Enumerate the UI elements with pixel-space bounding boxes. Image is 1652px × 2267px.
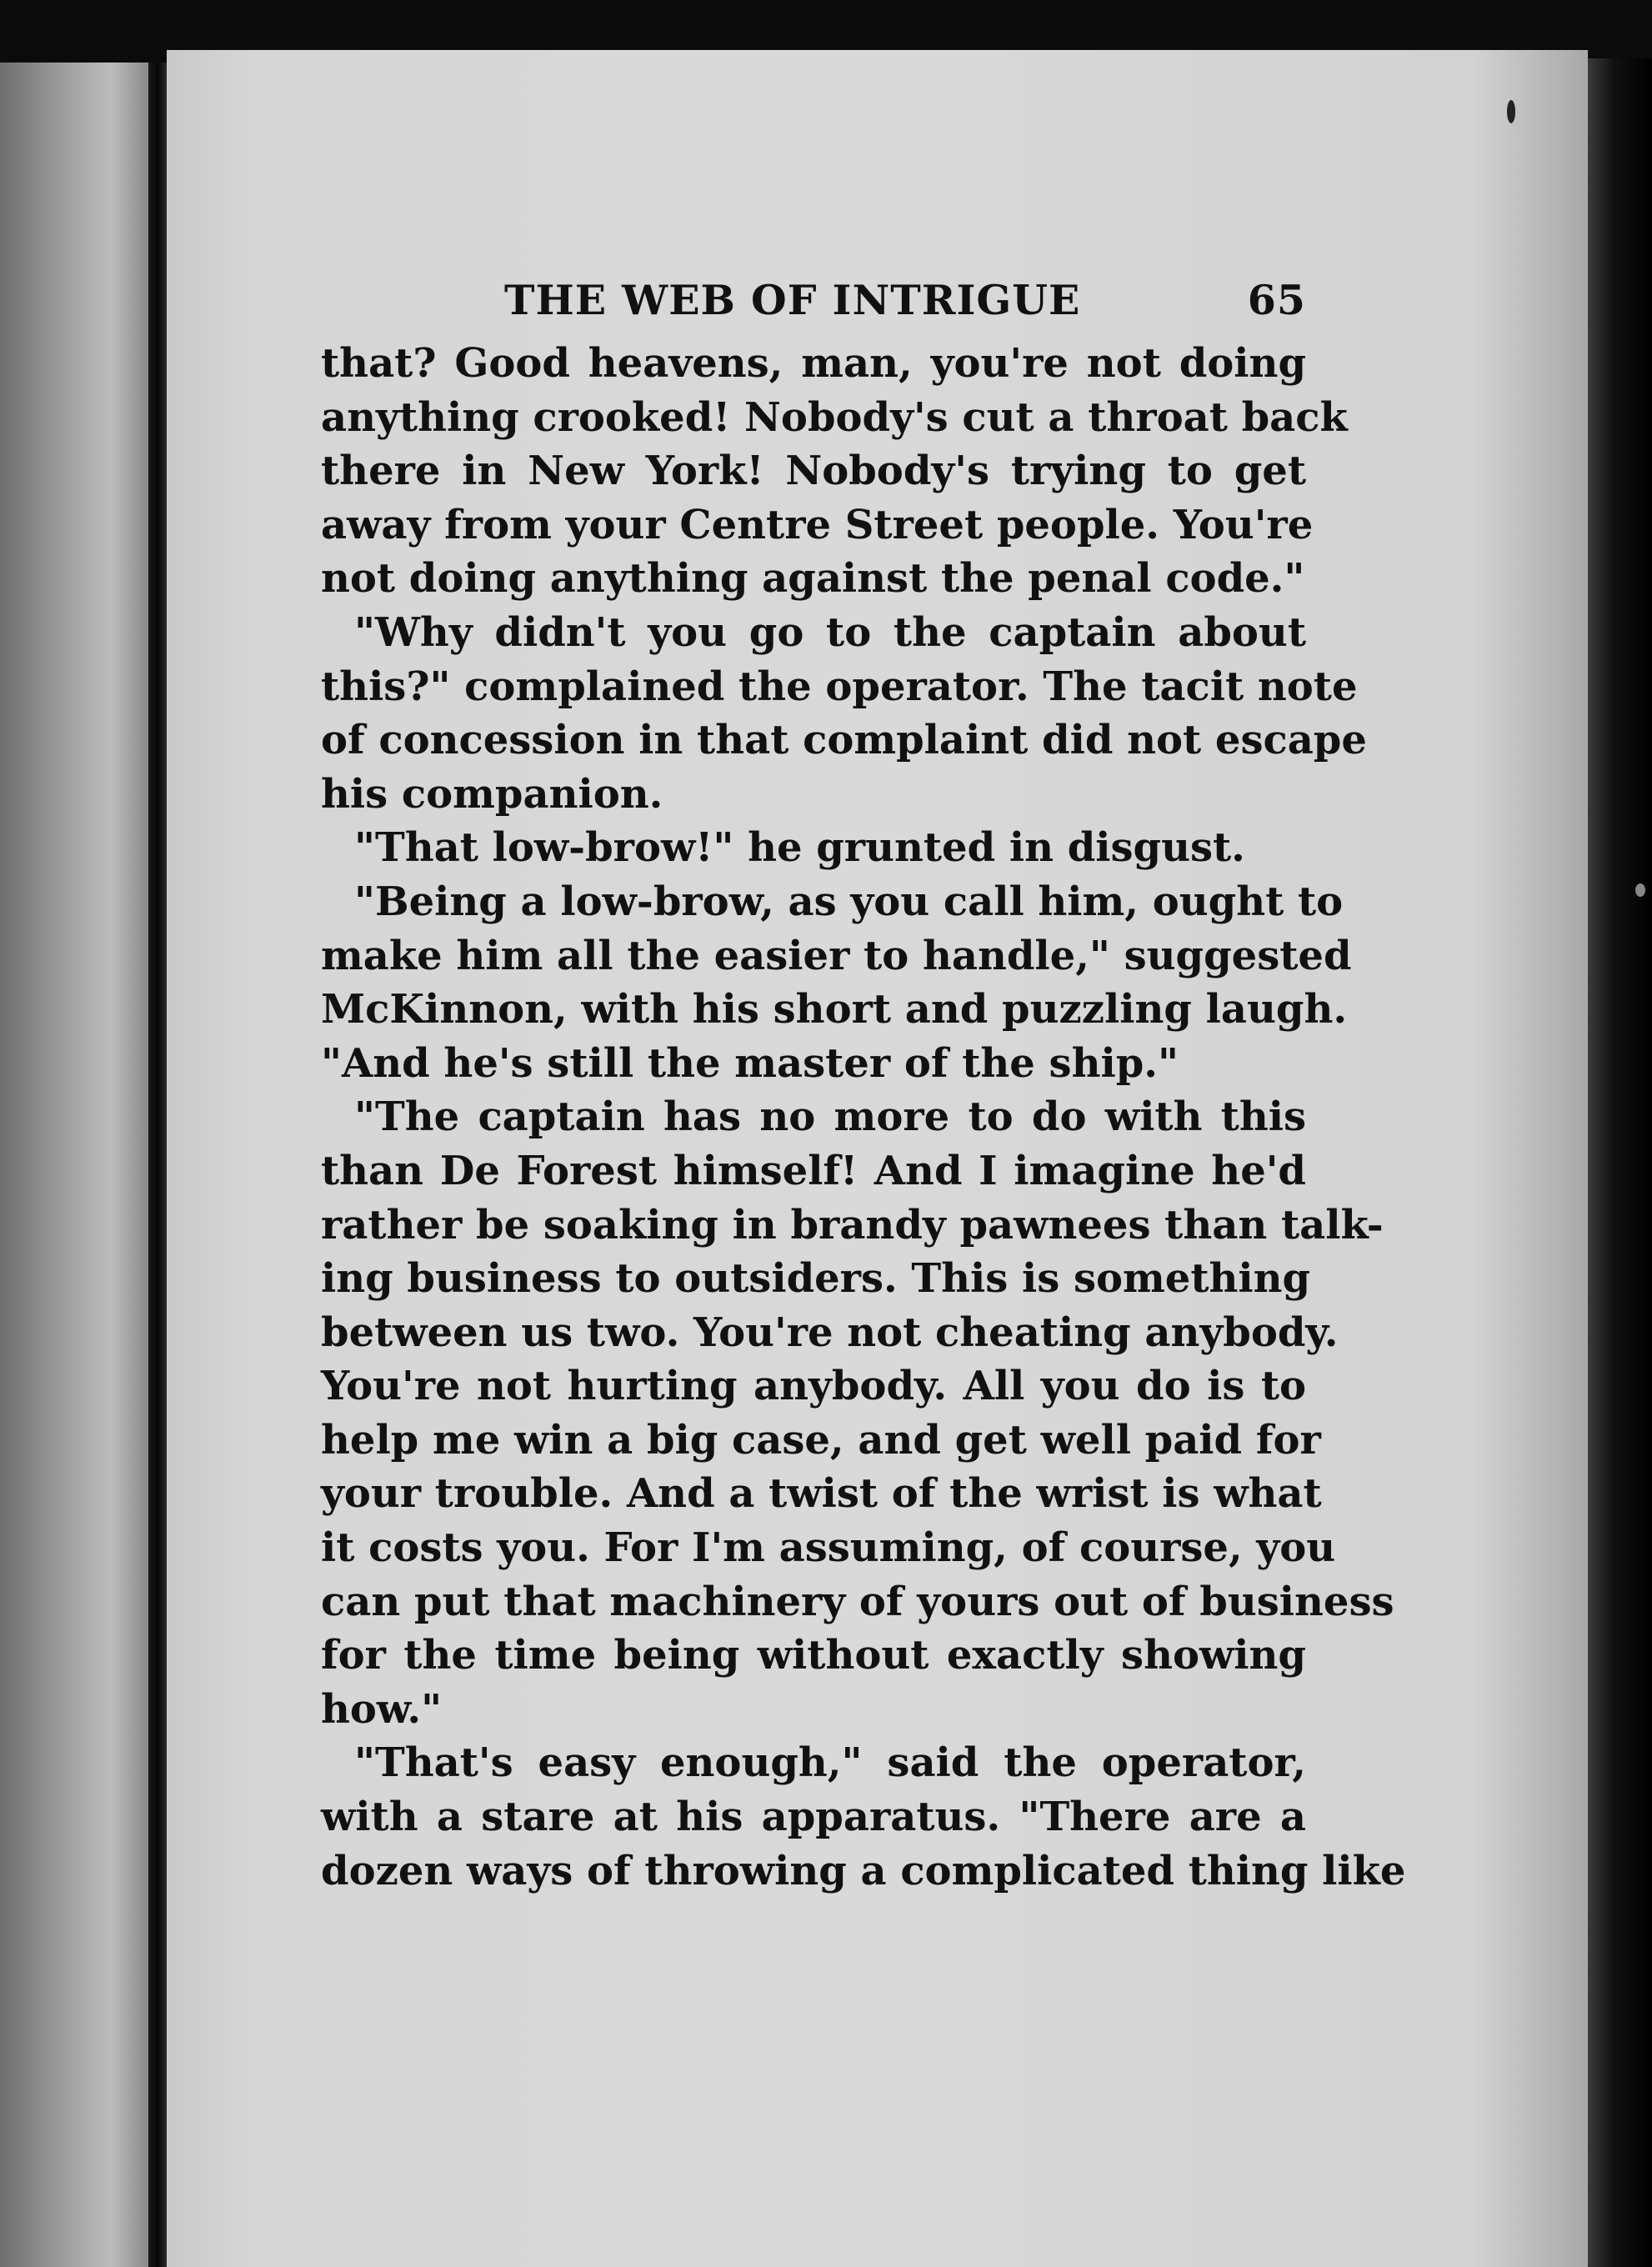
text-line: for the time being without exactly showing [321,1632,1306,1679]
text-line: between us two. You're not cheating anybody. [321,1309,1339,1356]
text-line: than De Forest himself! And I imagine he'd [321,1147,1306,1194]
text-line: his companion. [321,770,663,818]
left-page-edge [0,63,148,2267]
text-line: "And he's still the master of the ship." [321,1039,1179,1087]
text-line: there in New York! Nobody's trying to get [321,448,1306,495]
text-line: make him all the easier to handle," suggested [321,932,1352,979]
text-line: not doing anything against the penal code." [321,555,1305,603]
text-line: "Being a low-brow, as you call him, ought to [354,878,1344,925]
text-line: "That low-brow!" he grunted in disgust. [354,824,1245,872]
scan-speck [1635,883,1645,897]
text-line: it costs you. For I'm assuming, of course, you [321,1524,1336,1572]
text-line: ing business to outsiders. This is something [321,1255,1311,1303]
text-line: dozen ways of throwing a complicated thing like [321,1847,1406,1894]
text-line: can put that machinery of yours out of business [321,1578,1394,1625]
text-line: this?" complained the operator. The tacit note [321,663,1358,710]
text-line: help me win a big case, and get well paid for [321,1416,1321,1464]
text-line: your trouble. And a twist of the wrist is what [321,1470,1322,1518]
text-line: away from your Centre Street people. You're [321,501,1314,548]
text-line: "The captain has no more to do with this [354,1093,1306,1141]
text-line: that? Good heavens, man, you're not doing [321,340,1306,387]
text-line: rather be soaking in brandy pawnees than talk- [321,1201,1384,1249]
text-line: with a stare at his apparatus. "There are a [321,1794,1306,1841]
text-line: how." [321,1685,443,1733]
running-header [321,267,1306,333]
text-line: McKinnon, with his short and puzzling laugh. [321,986,1348,1033]
book-gutter [148,63,167,2267]
text-line: "Why didn't you go to the captain about [354,608,1306,656]
page-text [321,267,1406,1898]
running-title: THE WEB OF INTRIGUE [504,276,1081,324]
page-number: 65 [1247,276,1306,324]
right-edge-shadow [1588,58,1652,2267]
text-line: You're not hurting anybody. All you do is to [321,1363,1306,1410]
scan-speck [1507,100,1515,123]
text-line: anything crooked! Nobody's cut a throat back [321,393,1348,441]
text-line: "That's easy enough," said the operator, [354,1739,1306,1787]
text-line: of concession in that complaint did not escape [321,717,1367,764]
